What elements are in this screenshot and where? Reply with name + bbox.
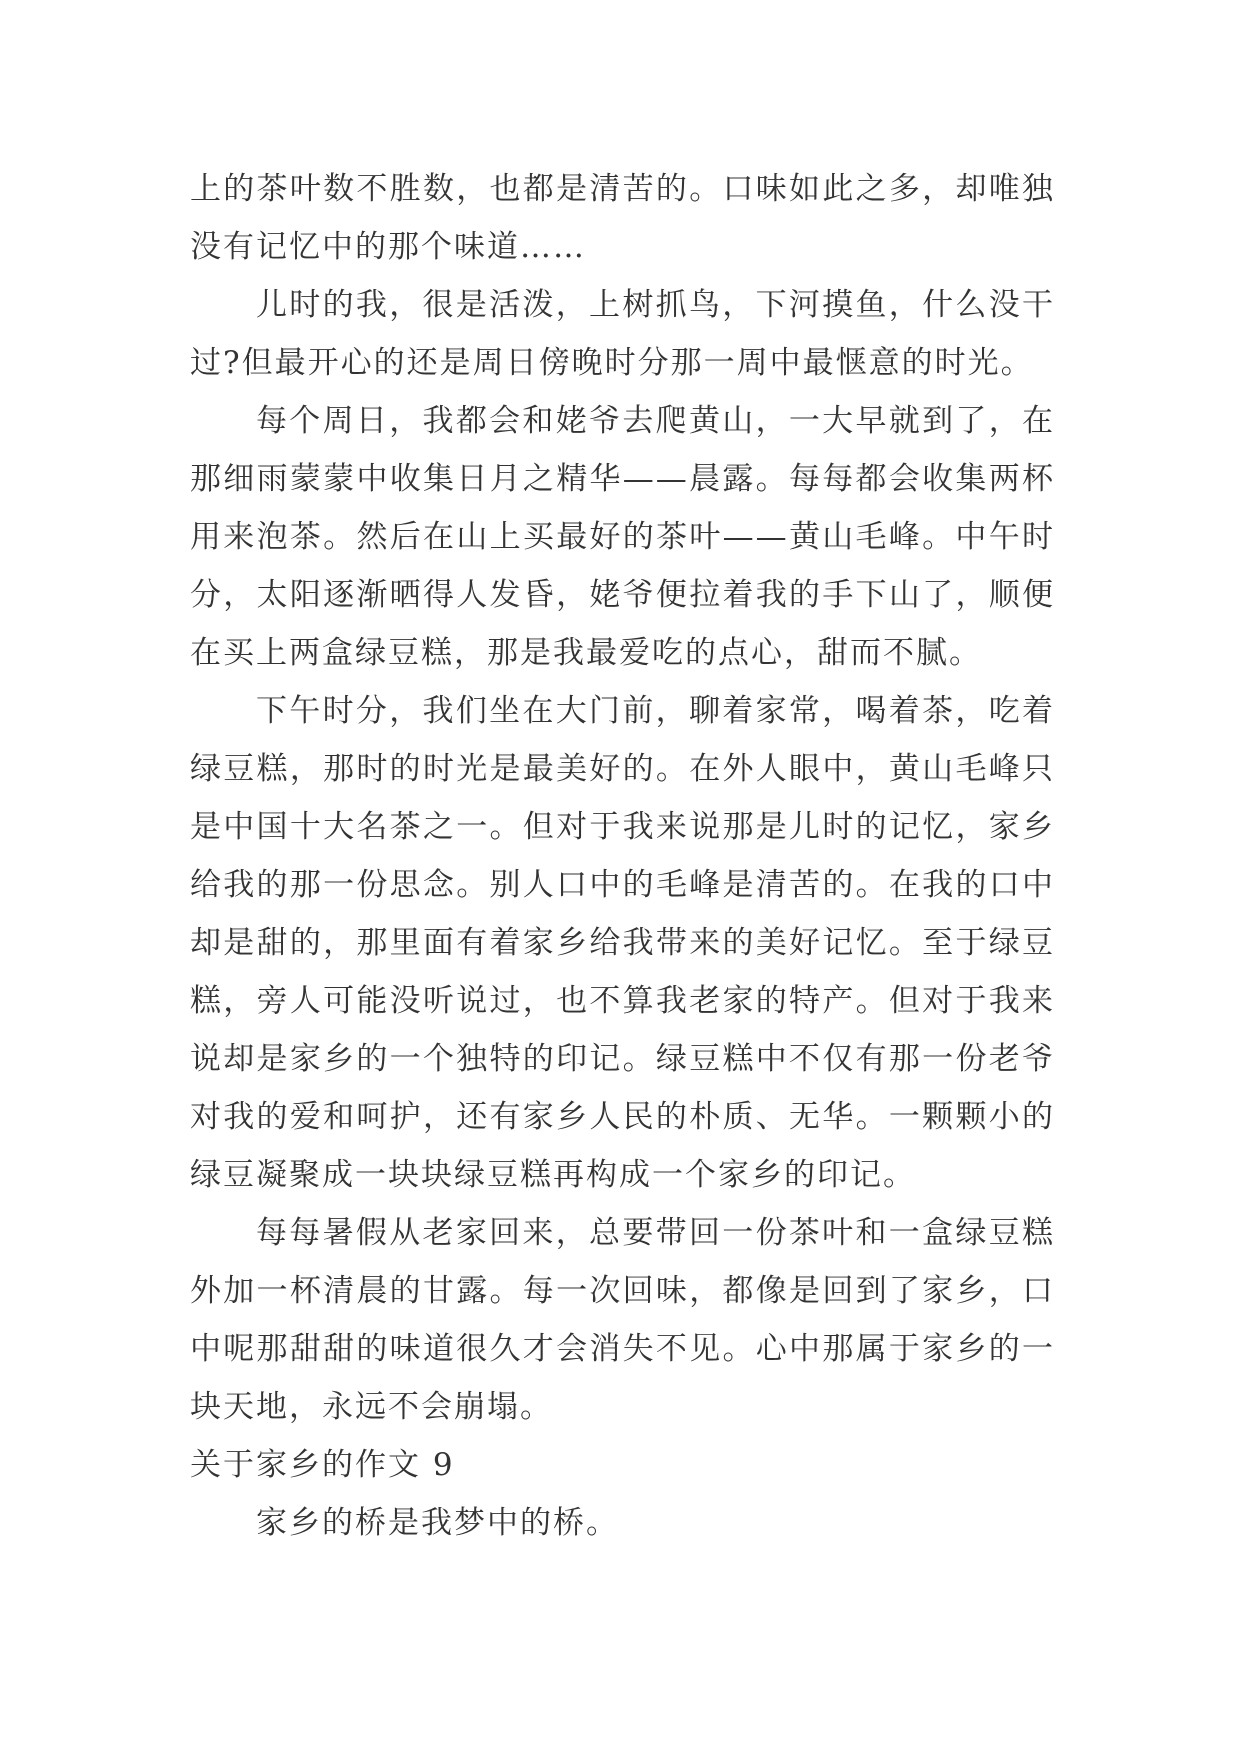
text-line: 下午时分，我们坐在大门前，聊着家常，喝着茶，吃着 (256, 693, 1055, 729)
text-line: 中呢那甜甜的味道很久才会消失不见。心中那属于家乡的一 (190, 1331, 1055, 1367)
document-body (190, 160, 1055, 1552)
text-line: 块天地，永远不会崩塌。 (190, 1389, 553, 1425)
text-line: 给我的那一份思念。别人口中的毛峰是清苦的。在我的口中 (190, 867, 1055, 903)
text-line: 对我的爱和呵护，还有家乡人民的朴质、无华。一颗颗小的 (190, 1099, 1055, 1135)
text-line: 儿时的我，很是活泼，上树抓鸟，下河摸鱼，什么没干 (256, 287, 1055, 323)
paragraph (190, 1204, 1055, 1436)
text-line: 过?但最开心的还是周日傍晚时分那一周中最惬意的时光。 (190, 345, 1034, 381)
text-line: 家乡的桥是我梦中的桥。 (256, 1505, 619, 1541)
text-line: 上的茶叶数不胜数，也都是清苦的。口味如此之多，却唯独 (190, 171, 1055, 207)
text-line: 绿豆糕，那时的时光是最美好的。在外人眼中，黄山毛峰只 (190, 751, 1055, 787)
text-line: 糕，旁人可能没听说过，也不算我老家的特产。但对于我来 (190, 983, 1055, 1019)
text-line: 每个周日，我都会和姥爷去爬黄山，一大早就到了，在 (256, 403, 1055, 439)
text-line: 用来泡茶。然后在山上买最好的茶叶——黄山毛峰。中午时 (190, 519, 1055, 555)
section-heading: 关于家乡的作文 9 (190, 1447, 455, 1483)
paragraph (190, 392, 1055, 682)
text-line: 每每暑假从老家回来，总要带回一份茶叶和一盒绿豆糕 (256, 1215, 1055, 1251)
paragraph (190, 1494, 1055, 1552)
text-line: 那细雨蒙蒙中收集日月之精华——晨露。每每都会收集两杯 (190, 461, 1055, 497)
paragraph (190, 276, 1055, 392)
paragraph-continuation (190, 160, 1055, 276)
text-line: 绿豆凝聚成一块块绿豆糕再构成一个家乡的印记。 (190, 1157, 916, 1193)
text-line: 在买上两盒绿豆糕，那是我最爱吃的点心，甜而不腻。 (190, 635, 982, 671)
text-line: 说却是家乡的一个独特的印记。绿豆糕中不仅有那一份老爷 (190, 1041, 1055, 1077)
text-line: 分，太阳逐渐晒得人发昏，姥爷便拉着我的手下山了，顺便 (190, 577, 1055, 613)
text-line: 没有记忆中的那个味道…… (190, 229, 586, 265)
paragraph (190, 682, 1055, 1204)
text-line: 外加一杯清晨的甘露。每一次回味，都像是回到了家乡，口 (190, 1273, 1055, 1309)
text-line: 是中国十大名茶之一。但对于我来说那是儿时的记忆，家乡 (190, 809, 1055, 845)
text-line: 却是甜的，那里面有着家乡给我带来的美好记忆。至于绿豆 (190, 925, 1055, 961)
